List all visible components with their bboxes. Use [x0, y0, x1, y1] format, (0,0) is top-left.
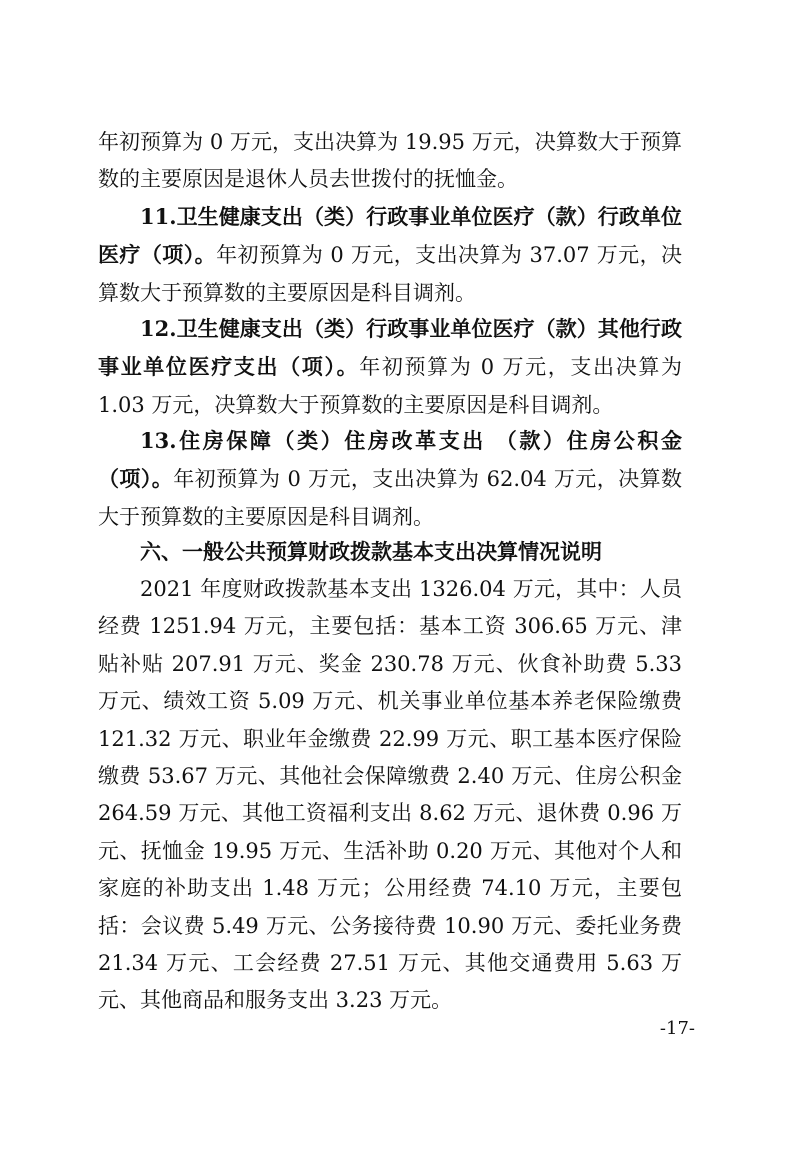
paragraph-continuation — [98, 124, 682, 199]
item-12-paragraph — [98, 310, 682, 424]
item-11-paragraph — [98, 198, 682, 312]
item-11-body: 年初预算为 0 万元，支出决算为 37.07 万元，决算数大于预算数的主要原因是科目调剂。 — [98, 243, 683, 305]
page-number: -17- — [659, 1018, 695, 1039]
section-6-heading: 六、一般公共预算财政拨款基本支出决算情况说明 — [140, 540, 602, 564]
section-6-body: 2021 年度财政拨款基本支出 1326.04 万元，其中：人员经费 1251.94 万元，主要包括：基本工资 306.65 万元、津贴补贴 207.91 万元、奖金 230.78 万元、伙食补助费 5.33 万元、绩效工资 5.09 万元、机关事业单位基本养老保险缴费 121.32 万元、职业年金缴费 22.99 万元、职工基本医疗保险缴费 53.67 万元、其他社会保障缴费 2.40 万元、住房公积金 264.59 万元、其他工资福利支出 8.62 万元、退休费 0.96 万元、抚恤金 19.95 万元、生活补助 0.20 万元、其他对个人和家庭的补助支出 1.48 万元；公用经费 74.10 万元，主要包括：会议费 5.49 万元、公务接待费 10.90 万元、委托业务费 21.34 万元、工会经费 27.51 万元、其他交通费用 5.63 万元、其他商品和服务支出 3.23 万元。 — [98, 577, 682, 1013]
paragraph-text: 年初预算为 0 万元，支出决算为 19.95 万元，决算数大于预算数的主要原因是退休人员去世拨付的抚恤金。 — [98, 130, 682, 192]
item-12-heading: 12.卫生健康支出（类）行政事业单位医疗（款）其他行政事业单位医疗支出（项）。 — [98, 316, 682, 380]
item-13-body: 年初预算为 0 万元，支出决算为 62.04 万元，决算数大于预算数的主要原因是科目调剂。 — [98, 467, 683, 529]
item-11-heading: 11.卫生健康支出（类）行政事业单位医疗（款）行政单位医疗（项）。 — [98, 204, 682, 268]
item-12-body: 年初预算为 0 万元，支出决算为 1.03 万元，决算数大于预算数的主要原因是科目调剂。 — [98, 355, 682, 417]
item-13-heading: 13.住房保障（类）住房改革支出 （款）住房公积金（项）。 — [98, 428, 682, 492]
item-13-paragraph — [98, 422, 682, 536]
